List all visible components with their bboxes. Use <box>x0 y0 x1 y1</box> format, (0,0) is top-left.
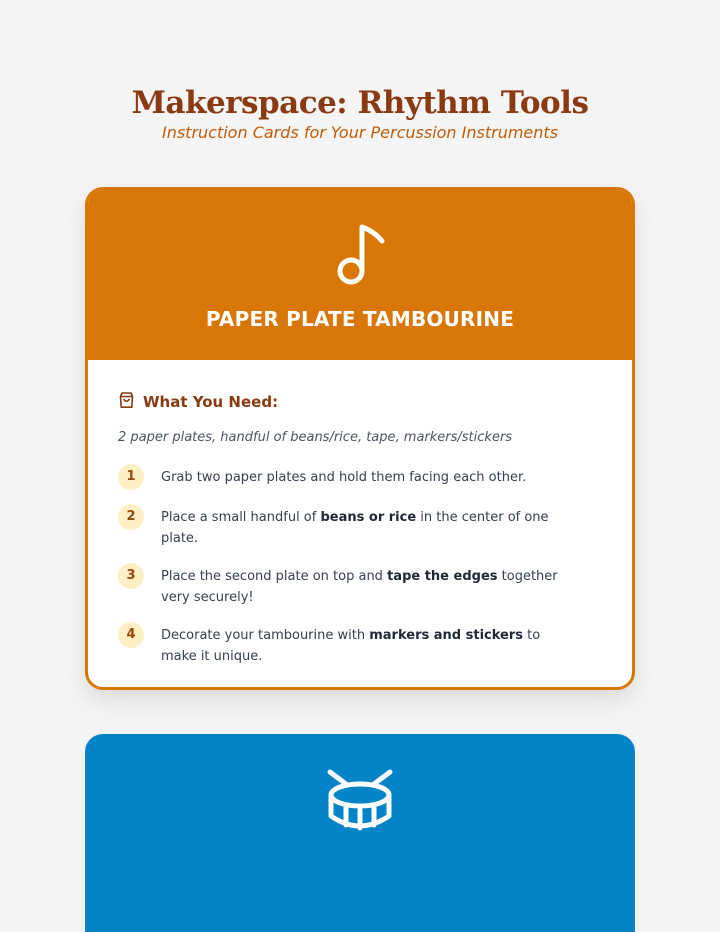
what-you-need-label: What You Need: <box>143 393 279 411</box>
music-note-icon <box>332 221 388 295</box>
page-subtitle: Instruction Cards for Your Percussion Instruments <box>161 123 559 142</box>
what-you-need-heading <box>118 391 278 413</box>
card-title: PAPER PLATE TAMBOURINE <box>205 307 515 331</box>
step-item <box>118 563 578 608</box>
step-item <box>118 622 578 667</box>
step-text: Place a small handful of beans or rice in the center of one plate. <box>161 510 549 546</box>
page-title: Makerspace: Rhythm Tools <box>131 85 589 121</box>
instruction-card-drum <box>85 734 635 932</box>
step-text: Place the second plate on top and tape the edges together very securely! <box>161 569 558 605</box>
step-number: 3 <box>118 563 144 589</box>
step-item <box>118 504 578 549</box>
instruction-card-tambourine <box>85 187 635 690</box>
step-number: 1 <box>118 464 144 490</box>
step-number: 4 <box>118 622 144 648</box>
page-header <box>0 84 720 144</box>
card-header <box>88 190 632 360</box>
drum-icon <box>326 768 394 838</box>
step-text: Decorate your tambourine with markers and stickers to make it unique. <box>161 628 541 664</box>
shopping-bag-icon <box>118 391 135 413</box>
materials-list: 2 paper plates, handful of beans/rice, tape, markers/stickers <box>118 430 513 445</box>
step-item <box>118 464 578 490</box>
steps-list <box>118 464 578 681</box>
step-text: Grab two paper plates and hold them facing each other. <box>161 470 527 485</box>
step-number: 2 <box>118 504 144 530</box>
